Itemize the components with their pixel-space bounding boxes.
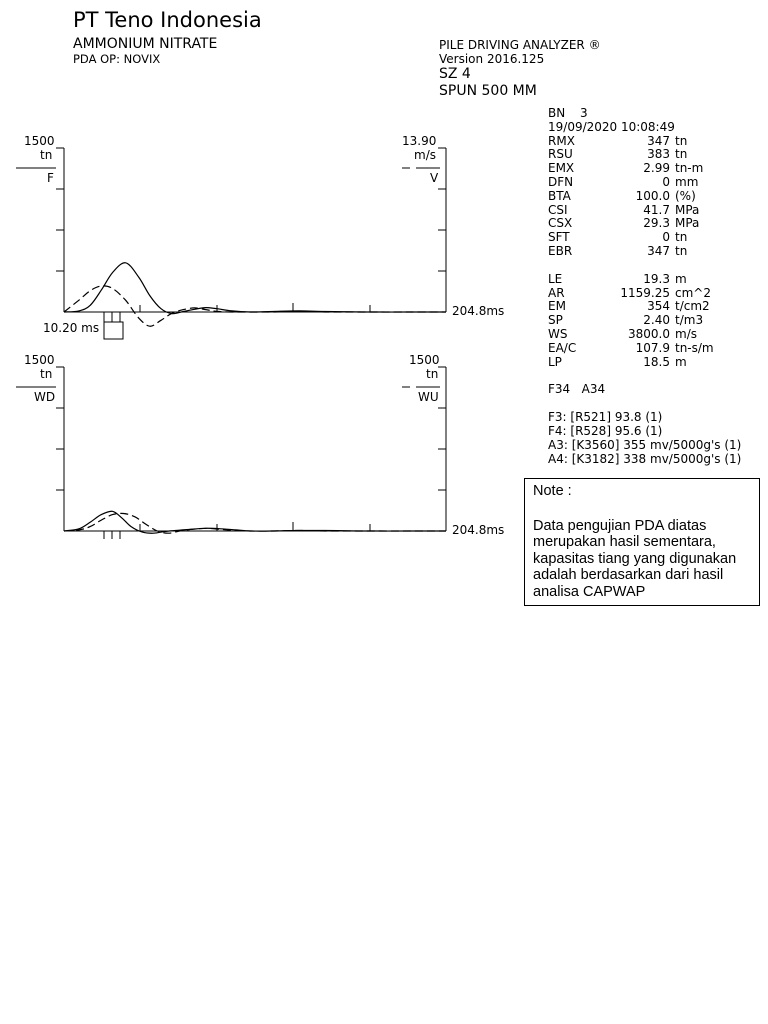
- stats-group-a: [548, 135, 741, 259]
- stat-unit: cm^2: [675, 285, 711, 300]
- chart1-right-label: V: [430, 171, 439, 185]
- chart2-x-end-label: 204.8ms: [452, 523, 505, 537]
- company-name: PT Teno Indonesia: [73, 8, 262, 32]
- stat-key: SP: [548, 313, 563, 328]
- stat-key: EM: [548, 299, 566, 314]
- stats-group-b: [548, 273, 741, 370]
- stat-row-em: [548, 300, 741, 314]
- stat-value: 347: [647, 243, 670, 258]
- stat-unit: m: [675, 354, 687, 369]
- stat-value: 3: [580, 106, 588, 120]
- stat-key: EMX: [548, 161, 575, 176]
- stat-row-sft: [548, 231, 741, 245]
- stat-value: 2.99: [643, 161, 670, 176]
- stat-value: 19.3: [643, 271, 670, 286]
- stat-unit: (%): [675, 188, 696, 203]
- stat-value: 18.5: [643, 354, 670, 369]
- stat-key: RMX: [548, 133, 575, 148]
- stat-row-ar: [548, 287, 741, 301]
- project-name: AMMONIUM NITRATE: [73, 36, 218, 52]
- pile-type: SPUN 500 MM: [439, 83, 537, 99]
- stat-row-eac: [548, 342, 741, 356]
- stat-key: SFT: [548, 230, 570, 245]
- stat-key: CSX: [548, 216, 573, 231]
- chart1-force-line: [64, 263, 446, 314]
- stat-value: 100.0: [635, 188, 670, 203]
- stat-value: 347: [647, 133, 670, 148]
- stat-unit: tn: [675, 243, 688, 258]
- stat-row-sp: [548, 314, 741, 328]
- stat-unit: t/cm2: [675, 299, 710, 314]
- stat-key: RSU: [548, 147, 573, 162]
- chart1-left-unit: tn: [40, 148, 53, 162]
- stat-row-dfn: [548, 176, 741, 190]
- stat-unit: mm: [675, 174, 699, 189]
- stat-row-rmx: [548, 135, 741, 149]
- chart1-right-max: 13.90: [402, 134, 437, 148]
- note-title: Note :: [533, 483, 572, 499]
- stat-row-csi: [548, 204, 741, 218]
- pile-id: SZ 4: [439, 66, 471, 82]
- chart2-wave-up-line: [64, 513, 446, 533]
- note-body: Data pengujian PDA diatas merupakan hasil sementara, kapasitas tiang yang digunakan adalah berdasarkan dari hasil analisa CAPWAP: [533, 517, 737, 600]
- stat-key: EA/C: [548, 340, 577, 355]
- chart1-left-label: F: [47, 171, 54, 185]
- stat-unit: tn-s/m: [675, 340, 714, 355]
- stat-value: 29.3: [643, 216, 670, 231]
- stat-unit: m/s: [675, 326, 697, 341]
- stat-key: EBR: [548, 243, 573, 258]
- stat-key: LE: [548, 271, 563, 286]
- stat-row-emx: [548, 162, 741, 176]
- sensor-line: A4: [K3182] 338 mv/5000g's (1): [548, 451, 742, 466]
- chart2-right-unit: tn: [426, 367, 439, 381]
- stat-row-ebr: [548, 245, 741, 259]
- stat-value: 0: [662, 174, 670, 189]
- chart2-left-label: WD: [34, 390, 56, 404]
- chart1-left-max: 1500: [24, 134, 55, 148]
- chart1-right-unit: m/s: [414, 148, 436, 162]
- stat-value: 41.7: [643, 202, 670, 217]
- stat-key: AR: [548, 285, 565, 300]
- stat-key: WS: [548, 326, 568, 341]
- chart1-velocity-line: [64, 286, 446, 326]
- stat-row-csx: [548, 217, 741, 231]
- analyzer-name: PILE DRIVING ANALYZER ®: [439, 38, 601, 52]
- stat-unit: MPa: [675, 202, 700, 217]
- stat-channels: F34 A34: [548, 382, 606, 397]
- chart2-left-max: 1500: [24, 353, 55, 367]
- stat-unit: tn-m: [675, 161, 704, 176]
- stats-panel: [548, 107, 741, 466]
- stat-key: CSI: [548, 202, 568, 217]
- stat-unit: m: [675, 271, 687, 286]
- stat-key: DFN: [548, 174, 574, 189]
- stat-key: LP: [548, 354, 562, 369]
- sensor-list: [548, 411, 741, 466]
- stat-key: BTA: [548, 188, 571, 203]
- stat-unit: MPa: [675, 216, 700, 231]
- chart1-marker-box: [104, 322, 123, 339]
- sensor-line: F4: [R528] 95.6 (1): [548, 423, 663, 438]
- pda-operator: PDA OP: NOVIX: [73, 52, 161, 66]
- stat-row-lp: [548, 356, 741, 370]
- chart2-left-unit: tn: [40, 367, 53, 381]
- note-box: [524, 478, 760, 606]
- stat-value: 3800.0: [628, 326, 670, 341]
- chart2-wave-down-line: [64, 511, 446, 533]
- chart-wave-down-up: [16, 367, 446, 539]
- stat-datetime: 19/09/2020 10:08:49: [548, 119, 675, 134]
- stat-unit: t/m3: [675, 313, 704, 328]
- stat-value: 354: [647, 299, 670, 314]
- chart2-right-max: 1500: [409, 353, 440, 367]
- stat-value: 383: [647, 147, 670, 162]
- stat-unit: tn: [675, 147, 688, 162]
- stat-value: 0: [662, 230, 670, 245]
- chart1-marker-label: 10.20 ms: [43, 321, 100, 335]
- stat-key: BN: [548, 106, 566, 120]
- stat-value: 2.40: [643, 313, 670, 328]
- stat-row-ws: [548, 328, 741, 342]
- chart-force-velocity: [16, 148, 446, 339]
- analyzer-version: Version 2016.125: [439, 52, 545, 66]
- sensor-line: F3: [R521] 93.8 (1): [548, 410, 663, 425]
- stat-value: 107.9: [635, 340, 670, 355]
- stat-row-bn: [548, 107, 741, 121]
- sensor-line: A3: [K3560] 355 mv/5000g's (1): [548, 437, 742, 452]
- stat-unit: tn: [675, 230, 688, 245]
- stat-row-bta: [548, 190, 741, 204]
- stat-row-le: [548, 273, 741, 287]
- stat-value: 1159.25: [620, 285, 670, 300]
- stat-unit: tn: [675, 133, 688, 148]
- stat-row-rsu: [548, 148, 741, 162]
- chart1-x-end-label: 204.8ms: [452, 304, 505, 318]
- chart2-right-label: WU: [418, 390, 439, 404]
